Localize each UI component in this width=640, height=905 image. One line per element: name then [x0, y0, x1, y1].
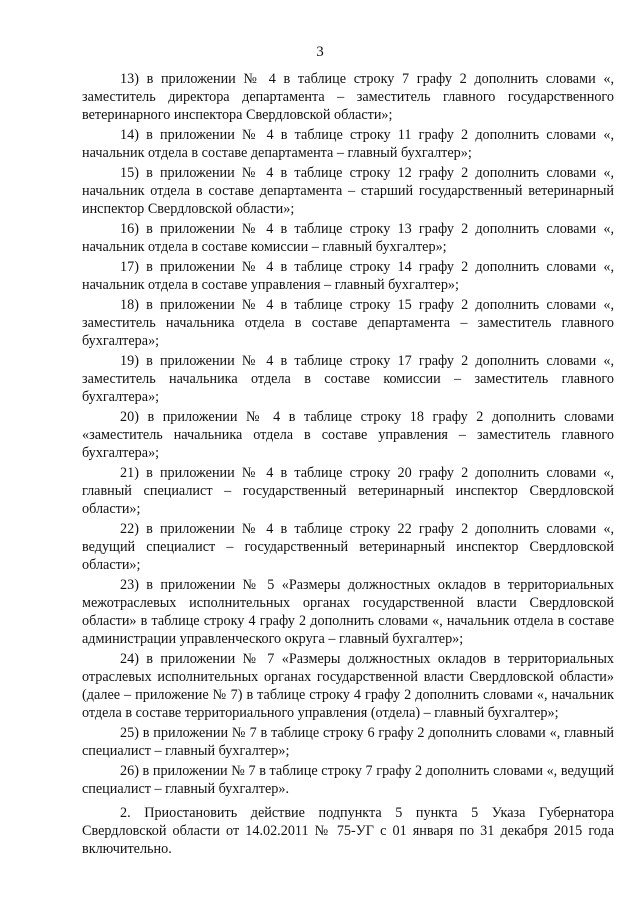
final-paragraph: 2. Приостановить действие подпункта 5 пункта 5 Указа Губернатора Свердловской области от 14.02.2011 № 75-УГ с 01 января по 31 декабря 2015 года включительно.: [82, 805, 614, 857]
list-item: 21) в приложении № 4 в таблице строку 20 графу 2 дополнить словами «, главный специалист – государственный ветеринарный инспектор Свердловской области»;: [82, 465, 614, 517]
list-item: 26) в приложении № 7 в таблице строку 7 графу 2 дополнить словами «, ведущий специалист – главный бухгалтер».: [82, 763, 614, 797]
list-item: 13) в приложении № 4 в таблице строку 7 графу 2 дополнить словами «, заместитель директора департамента – заместитель главного государственного ветеринарного инспектора Свердловской области»;: [82, 71, 614, 123]
page-number: 3: [316, 44, 324, 60]
list-item: 17) в приложении № 4 в таблице строку 14 графу 2 дополнить словами «, начальник отдела в составе управления – главный бухгалтер»;: [82, 259, 614, 293]
list-item: 23) в приложении № 5 «Размеры должностных окладов в территориальных межотраслевых исполнительных органах государственной власти Свердловской области» в таблице строку 4 графу 2 дополнить словами «, начальник отдела в составе администрации управленческого округа – главный бухгалтер»;: [82, 577, 614, 647]
list-item: 20) в приложении № 4 в таблице строку 18 графу 2 дополнить словами «заместитель начальника отдела в составе управления – заместитель главного бухгалтера»;: [82, 409, 614, 461]
list-item: 16) в приложении № 4 в таблице строку 13 графу 2 дополнить словами «, начальник отдела в составе комиссии – главный бухгалтер»;: [82, 221, 614, 255]
list-item: 19) в приложении № 4 в таблице строку 17 графу 2 дополнить словами «, заместитель начальника отдела в составе комиссии – заместитель главного бухгалтера»;: [82, 353, 614, 405]
list-item: 14) в приложении № 4 в таблице строку 11 графу 2 дополнить словами «, начальник отдела в составе департамента – главный бухгалтер»;: [82, 127, 614, 161]
list-item: 22) в приложении № 4 в таблице строку 22 графу 2 дополнить словами «, ведущий специалист – государственный ветеринарный инспектор Свердловской области»;: [82, 521, 614, 573]
list-item: 18) в приложении № 4 в таблице строку 15 графу 2 дополнить словами «, заместитель начальника отдела в составе департамента – заместитель главного бухгалтера»;: [82, 297, 614, 349]
list-item: 25) в приложении № 7 в таблице строку 6 графу 2 дополнить словами «, главный специалист – главный бухгалтер»;: [82, 725, 614, 759]
list-item: 24) в приложении № 7 «Размеры должностных окладов в территориальных отраслевых исполнительных органах государственной власти Свердловской области» (далее – приложение № 7) в таблице строку 4 графу 2 дополнить словами «, начальник отдела в составе территориального управления (отдела) – главный бухгалтер»;: [82, 651, 614, 721]
list-item: 15) в приложении № 4 в таблице строку 12 графу 2 дополнить словами «, начальник отдела в составе департамента – старший государственный ветеринарный инспектор Свердловской области»;: [82, 165, 614, 217]
document-body: [82, 70, 614, 860]
